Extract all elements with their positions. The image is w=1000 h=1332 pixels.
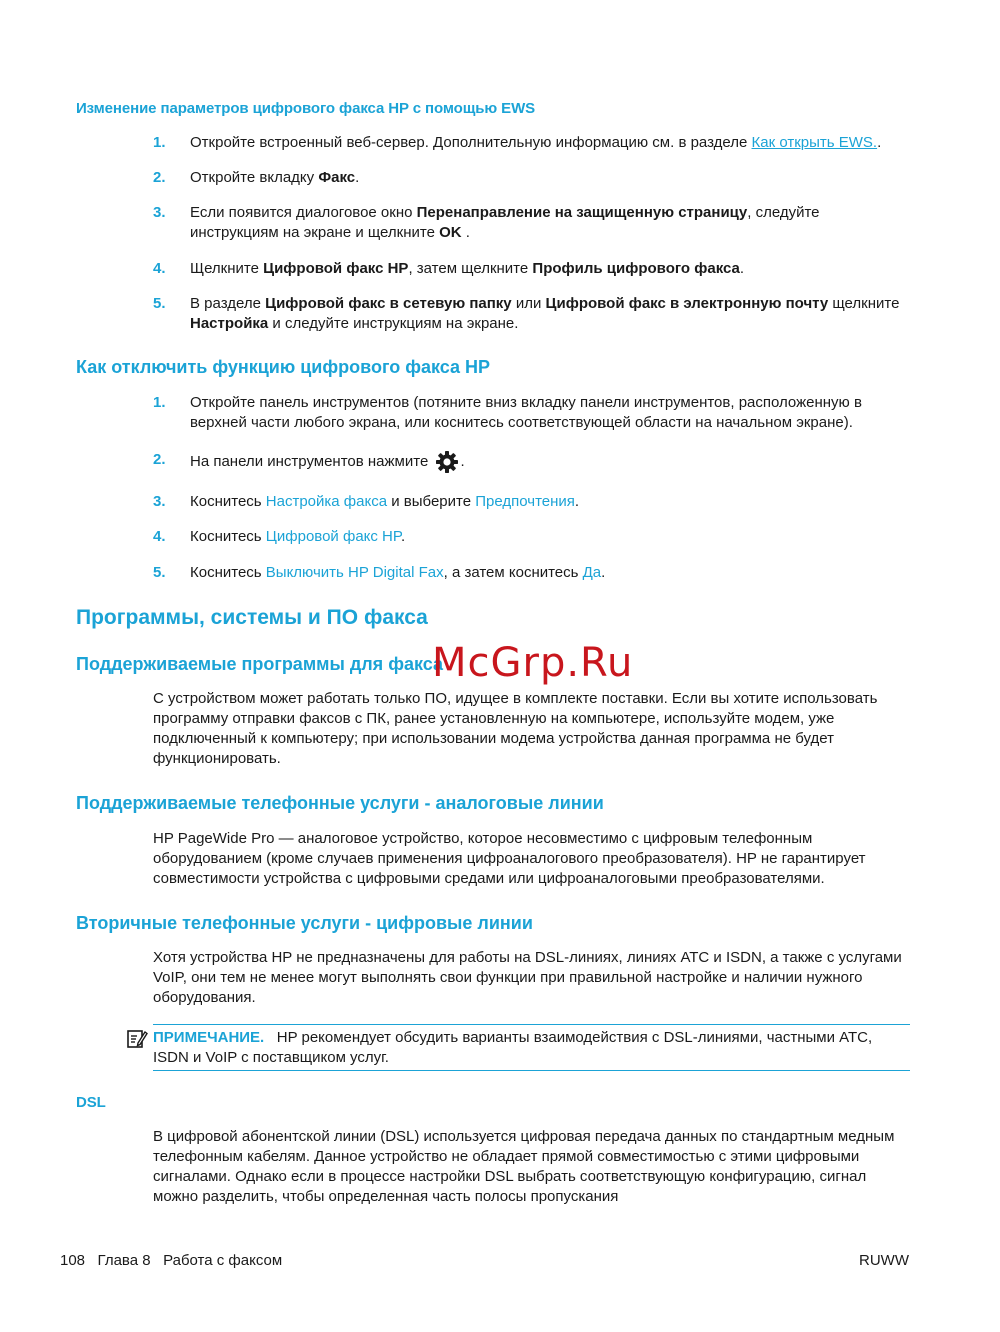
note-text — [153, 1028, 910, 1068]
chapter-number: Глава 8 — [97, 1252, 151, 1269]
ui-term-preferences: Предпочтения — [475, 493, 575, 510]
footer-code: RUWW — [859, 1252, 909, 1269]
paragraph: HP PageWide Pro — аналоговое устройство, которое несовместимо с цифровым телефонным оборудованием (кроме случаев применения цифроаналогового преобразователя). HP не гарантирует совместимости устройства с цифровыми средами или цифроаналоговыми преобразователями. — [153, 830, 866, 887]
step-number: 4. — [153, 528, 166, 545]
ui-term-fax-setup: Настройка факса — [265, 493, 388, 510]
paragraph: С устройством может работать только ПО, идущее в комплекте поставки. Если вы хотите использовать программу отправки факсов с ПК, ранее установленную на компьютере, используйте модем, уже подключенный к компьютеру; при использовании модема устройства данная программа не будет функционировать. — [153, 690, 878, 767]
step-text: Откройте панель инструментов (потяните вниз вкладку панели инструментов, расположенную в верхней части любого экрана, или коснитесь соответствующей области на начальном экране). — [190, 394, 862, 431]
step-text-part: Коснитесь — [190, 528, 266, 545]
step-number: 2. — [153, 451, 166, 468]
step-text-part: . — [461, 224, 470, 241]
step-text-part: Откройте встроенный веб-сервер. Дополнительную информацию см. в разделе — [190, 134, 752, 151]
step-text-part: Если появится диалоговое окно — [190, 204, 417, 221]
step-text-part: Коснитесь — [190, 564, 266, 581]
step-text-part: и следуйте инструкциям на экране. — [268, 315, 519, 332]
paragraph: В цифровой абонентской линии (DSL) используется цифровая передача данных по стандартным медным телефонным кабелям. Данное устройство не обладает прямой совместимостью с этими цифровыми сигналами. Однако если в процессе настройки DSL выбрать соответствующую конфигурацию, сигнал можно разделить, чтобы определенная часть полосы пропускания — [153, 1128, 895, 1205]
subheading-supported-programs: Поддерживаемые программы для факса — [76, 654, 443, 674]
ui-term: Перенаправление на защищенную страницу — [416, 204, 748, 221]
step-text — [190, 563, 910, 583]
note-icon — [126, 1028, 148, 1050]
step-number: 1. — [153, 134, 166, 151]
step-text-part: . — [574, 493, 580, 510]
watermark: McGrp.Ru — [432, 640, 634, 686]
step-text-part: Щелкните — [190, 260, 264, 277]
step-text-part: . — [601, 564, 606, 581]
step-text — [190, 168, 910, 188]
subheading-analog-lines: Поддерживаемые телефонные услуги - аналоговые линии — [76, 793, 604, 813]
step-text-part: На панели инструментов нажмите — [190, 453, 433, 470]
ui-term: OK — [439, 224, 462, 241]
subheading-digital-lines: Вторичные телефонные услуги - цифровые линии — [76, 913, 533, 933]
step-text-part: или — [511, 295, 546, 312]
step-text-part: , затем щелкните — [408, 260, 533, 277]
step-text — [190, 203, 910, 243]
step-text — [190, 527, 910, 547]
section-heading-disable: Как отключить функцию цифрового факса HP — [76, 357, 490, 377]
step-text-part: В разделе — [190, 295, 266, 312]
step-text — [190, 133, 910, 153]
ui-term: Цифровой факс HP — [263, 260, 409, 277]
section-heading-programs: Программы, системы и ПО факса — [76, 606, 428, 629]
step-number: 3. — [153, 204, 166, 221]
footer-left — [60, 1252, 282, 1269]
step-number: 4. — [153, 260, 166, 277]
step-text-part: и выберите — [387, 493, 476, 510]
step-number: 3. — [153, 493, 166, 510]
note-bottom-rule — [153, 1070, 910, 1071]
step-text-part: . — [877, 134, 882, 151]
step-text-part: Коснитесь — [190, 493, 266, 510]
page-number: 108 — [60, 1252, 86, 1269]
ui-term-digital-fax: Цифровой факс HP — [265, 528, 401, 545]
subheading-dsl: DSL — [76, 1094, 106, 1111]
step-text — [190, 259, 910, 279]
step-text-part: . — [460, 453, 465, 470]
step-text-part: Откройте вкладку — [190, 169, 319, 186]
gear-icon — [434, 449, 460, 475]
chapter-title: Работа с факсом — [163, 1252, 283, 1269]
step-text — [190, 452, 910, 472]
note-body: HP рекомендует обсудить варианты взаимодействия с DSL-линиями, частными АТС, ISDN и VoIP с поставщиком услуг. — [153, 1029, 873, 1066]
note-top-rule — [153, 1024, 910, 1025]
ui-term-yes: Да — [582, 564, 602, 581]
step-number: 2. — [153, 169, 166, 186]
step-text-part: . — [355, 169, 360, 186]
step-number: 5. — [153, 564, 166, 581]
ui-term: Цифровой факс в сетевую папку — [265, 295, 512, 312]
ui-term: Настройка — [190, 315, 269, 332]
note-label: ПРИМЕЧАНИЕ. — [153, 1029, 265, 1046]
step-text-part: . — [400, 528, 406, 545]
ui-term: Профиль цифрового факса — [532, 260, 740, 277]
link-open-ews[interactable]: Как открыть EWS. — [751, 134, 878, 151]
step-text-part: , а затем коснитесь — [443, 564, 583, 581]
step-text-part: , следуйте инструкциям на экране и щелкните — [190, 204, 820, 241]
step-text — [190, 294, 910, 334]
paragraph: Хотя устройства HP не предназначены для работы на DSL-линиях, линиях АТС и ISDN, а также с услугами VoIP, они тем не менее могут выполнять свои функции при правильной настройке и наличии нужного оборудования. — [153, 949, 902, 1006]
section-heading-ews: Изменение параметров цифрового факса HP с помощью EWS — [76, 100, 536, 117]
step-text-part: . — [739, 260, 745, 277]
step-number: 1. — [153, 394, 166, 411]
step-number: 5. — [153, 295, 166, 312]
ui-term: Факс — [318, 169, 356, 186]
ui-term-disable-digital-fax: Выключить HP Digital Fax — [265, 564, 444, 581]
ui-term: Цифровой факс в электронную почту — [545, 295, 829, 312]
step-text — [190, 492, 910, 512]
step-text-part: щелкните — [828, 295, 900, 312]
